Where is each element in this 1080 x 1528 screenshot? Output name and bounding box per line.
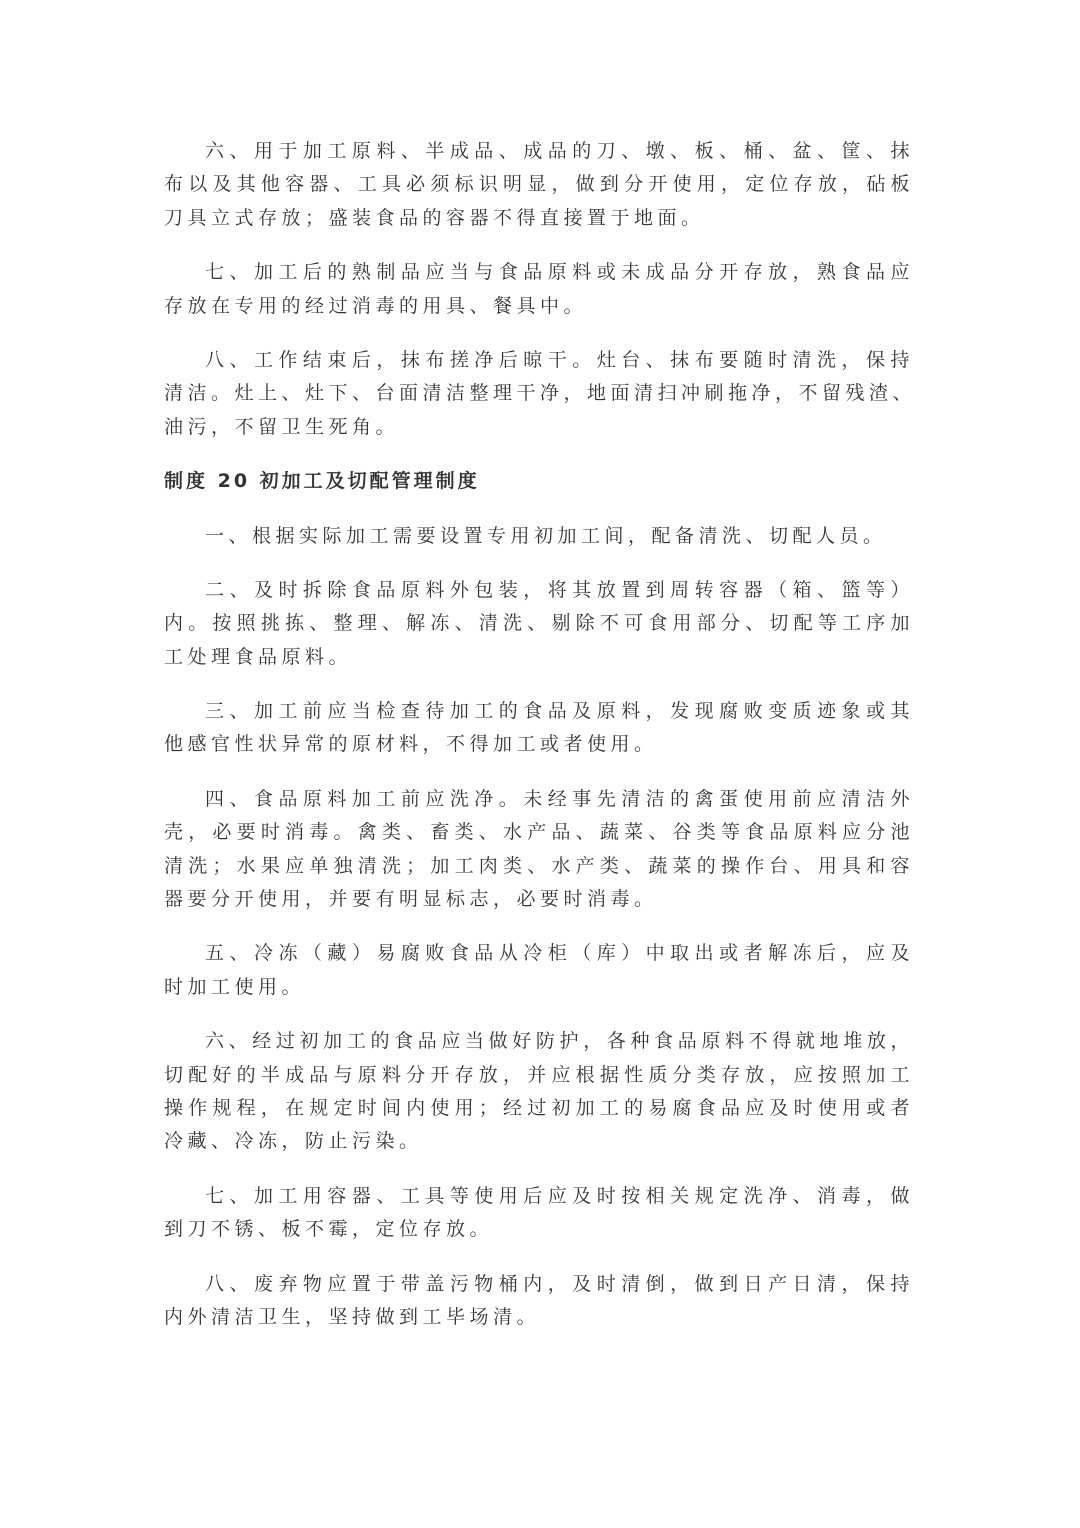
paragraph (164, 256, 914, 323)
paragraph-line: 清洁。灶上、灶下、台面清洁整理干净，地面清扫冲刷拖净，不留残渣、 (164, 382, 917, 405)
paragraph (164, 135, 914, 235)
paragraph-line: 冷藏、冷冻，防止污染。 (164, 1130, 423, 1153)
paragraph-line: 六、用于加工原料、半成品、成品的刀、墩、板、桶、盆、筐、抹 (205, 140, 914, 162)
paragraph (164, 1180, 914, 1247)
paragraph (164, 1025, 914, 1159)
paragraph (164, 1268, 914, 1335)
paragraph-line: 内外清洁卫生，坚持做到工毕场清。 (164, 1305, 541, 1328)
paragraph-line: 工处理食品原料。 (164, 645, 353, 668)
paragraph-line: 八、废弃物应置于带盖污物桶内，及时清倒，做到日产日清，保持 (205, 1272, 914, 1295)
paragraph-line: 壳，必要时消毒。禽类、畜类、水产品、蔬菜、谷类等食品原料应分池 (164, 821, 914, 844)
paragraph-line: 三、加工前应当检查待加工的食品及原料，发现腐败变质迹象或其 (205, 700, 914, 723)
paragraph-line: 操作规程，在规定时间内使用；经过初加工的易腐食品应及时使用或者 (164, 1096, 914, 1119)
paragraph-line: 八、工作结束后，抹布搓净后晾干。灶台、抹布要随时清洗，保持 (205, 348, 914, 371)
paragraph (164, 783, 914, 917)
paragraph-line: 器要分开使用，并要有明显标志，必要时消毒。 (164, 888, 658, 911)
paragraph (164, 520, 914, 553)
paragraph-line: 一、根据实际加工需要设置专用初加工间，配备清洗、切配人员。 (205, 524, 887, 547)
paragraph-line: 存放在专用的经过消毒的用具、餐具中。 (164, 294, 588, 317)
paragraph-line: 油污，不留卫生死角。 (164, 415, 400, 438)
heading-text: 制度 20 初加工及切配管理制度 (164, 470, 480, 493)
paragraph-line: 五、冷冻（藏）易腐败食品从冷柜（库）中取出或者解冻后，应及 (205, 942, 914, 965)
paragraph (164, 574, 914, 674)
paragraph-line: 七、加工用容器、工具等使用后应及时按相关规定洗净、消毒，做 (205, 1184, 914, 1207)
paragraph-line: 刀具立式存放；盛装食品的容器不得直接置于地面。 (164, 206, 705, 229)
paragraph-line: 到刀不锈、板不霉，定位存放。 (164, 1218, 494, 1241)
paragraph-line: 切配好的半成品与原料分开存放，并应根据性质分类存放，应按照加工 (164, 1063, 914, 1086)
paragraph-line: 内。按照挑拣、整理、解冻、清洗、剔除不可食用部分、切配等工序加 (164, 612, 914, 635)
paragraph-line: 清洗；水果应单独清洗；加工肉类、水产类、蔬菜的操作台、用具和容 (164, 854, 914, 877)
paragraph (164, 695, 914, 762)
paragraph-line: 二、及时拆除食品原料外包装，将其放置到周转容器（箱、篮等） (205, 578, 914, 601)
document-page (164, 135, 917, 1355)
paragraph-line: 四、食品原料加工前应洗净。未经事先清洁的禽蛋使用前应清洁外 (205, 787, 914, 810)
paragraph (164, 344, 917, 444)
paragraph (164, 937, 914, 1004)
section-heading (164, 465, 914, 498)
paragraph-line: 六、经过初加工的食品应当做好防护，各种食品原料不得就地堆放， (205, 1030, 914, 1053)
paragraph-line: 时加工使用。 (164, 975, 306, 998)
paragraph-line: 他感官性状异常的原材料，不得加工或者使用。 (164, 733, 658, 756)
paragraph-line: 布以及其他容器、工具必须标识明显，做到分开使用，定位存放，砧板 (164, 173, 914, 196)
paragraph-line: 七、加工后的熟制品应当与食品原料或未成品分开存放，熟食品应 (205, 261, 914, 284)
